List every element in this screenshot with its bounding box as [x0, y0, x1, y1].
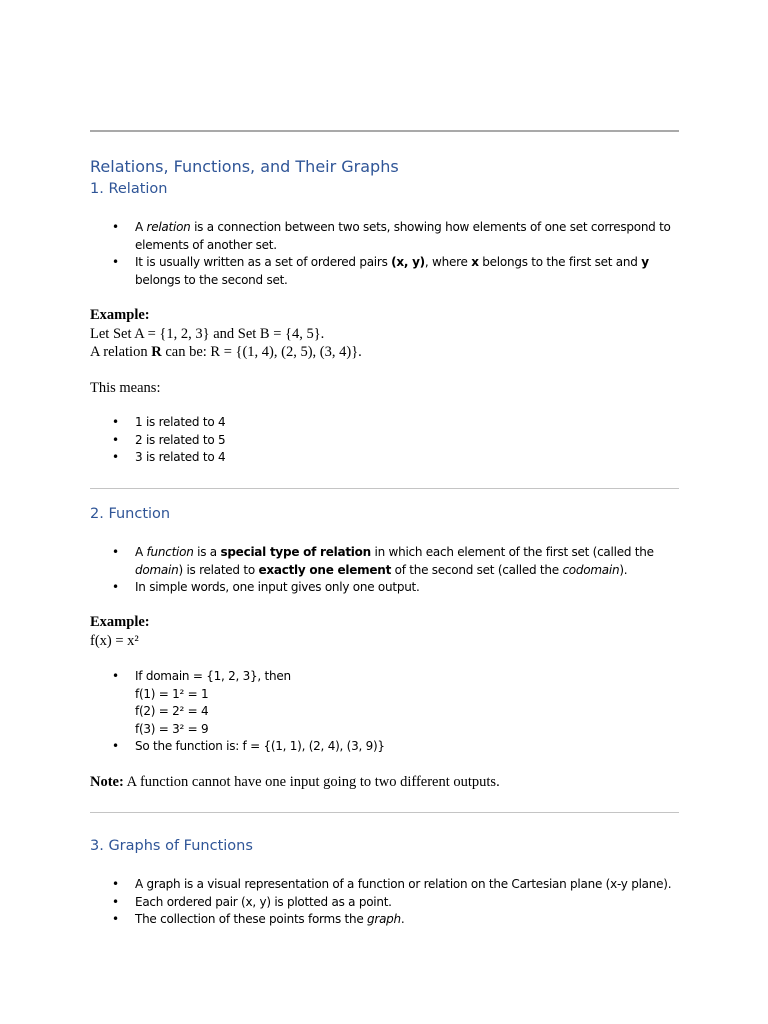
example-sets: Let Set A = {1, 2, 3} and Set B = {4, 5}. — [90, 326, 325, 342]
list-item: • 1 is related to 4 — [112, 414, 672, 432]
bullet-icon: • — [112, 432, 119, 447]
section-divider — [90, 488, 679, 489]
bullet-icon: • — [112, 669, 119, 683]
bullet-icon: • — [112, 255, 119, 269]
list-item: • If domain = {1, 2, 3}, then f(1) = 1² = 1 f(2) = 2² = 4 f(3) = 3² = 9 — [112, 669, 291, 736]
example-label: Example: — [90, 307, 150, 323]
example-formula: f(x) = x² — [90, 633, 139, 649]
section-heading-relation: 1. Relation — [90, 181, 168, 197]
list-item: • In simple words, one input gives only one output. — [112, 579, 672, 597]
list-item: • Each ordered pair (x, y) is plotted as a point. — [112, 894, 672, 912]
note: Note: A function cannot have one input going to two different outputs. — [90, 774, 500, 790]
list-item: • A graph is a visual representation of a function or relation on the Cartesian plane (x-y plane). — [112, 876, 672, 894]
top-divider — [90, 130, 679, 132]
bullet-icon: • — [112, 739, 119, 753]
list-item: • A relation is a connection between two sets, showing how elements of one set correspond to elements of another set. — [112, 220, 671, 252]
graph-definition-list — [112, 876, 672, 929]
relation-definition-list — [112, 219, 672, 289]
list-item: • 3 is related to 4 — [112, 449, 672, 467]
page-title: Relations, Functions, and Their Graphs — [90, 157, 399, 176]
function-definition-list — [112, 544, 672, 597]
bullet-icon: • — [112, 912, 119, 926]
relation-means-list — [112, 414, 672, 467]
section-heading-graphs: 3. Graphs of Functions — [90, 838, 253, 854]
function-example-list — [112, 668, 672, 756]
bullet-icon: • — [112, 545, 119, 559]
bullet-icon: • — [112, 220, 119, 234]
section-heading-function: 2. Function — [90, 506, 171, 522]
means-label: This means: — [90, 380, 161, 396]
list-item: • 2 is related to 5 — [112, 432, 672, 450]
section-divider — [90, 812, 679, 813]
example-relation: A relation R can be: R = {(1, 4), (2, 5), (3, 4)}. — [90, 344, 362, 360]
bullet-icon: • — [112, 450, 119, 464]
bullet-icon: • — [112, 877, 119, 891]
bullet-icon: • — [112, 580, 119, 594]
example-label: Example: — [90, 614, 150, 630]
list-item: • It is usually written as a set of ordered pairs (x, y), where x belongs to the first set and y belongs to the second set. — [112, 255, 649, 287]
bullet-icon: • — [112, 415, 119, 429]
bullet-icon: • — [112, 894, 119, 909]
list-item: • The collection of these points forms the graph. — [112, 911, 672, 929]
list-item: • So the function is: f = {(1, 1), (2, 4), (3, 9)} — [112, 738, 672, 756]
list-item: • A function is a special type of relation in which each element of the first set (called the domain) is related to exactly one element of the second set (called the codomain). — [112, 545, 654, 577]
